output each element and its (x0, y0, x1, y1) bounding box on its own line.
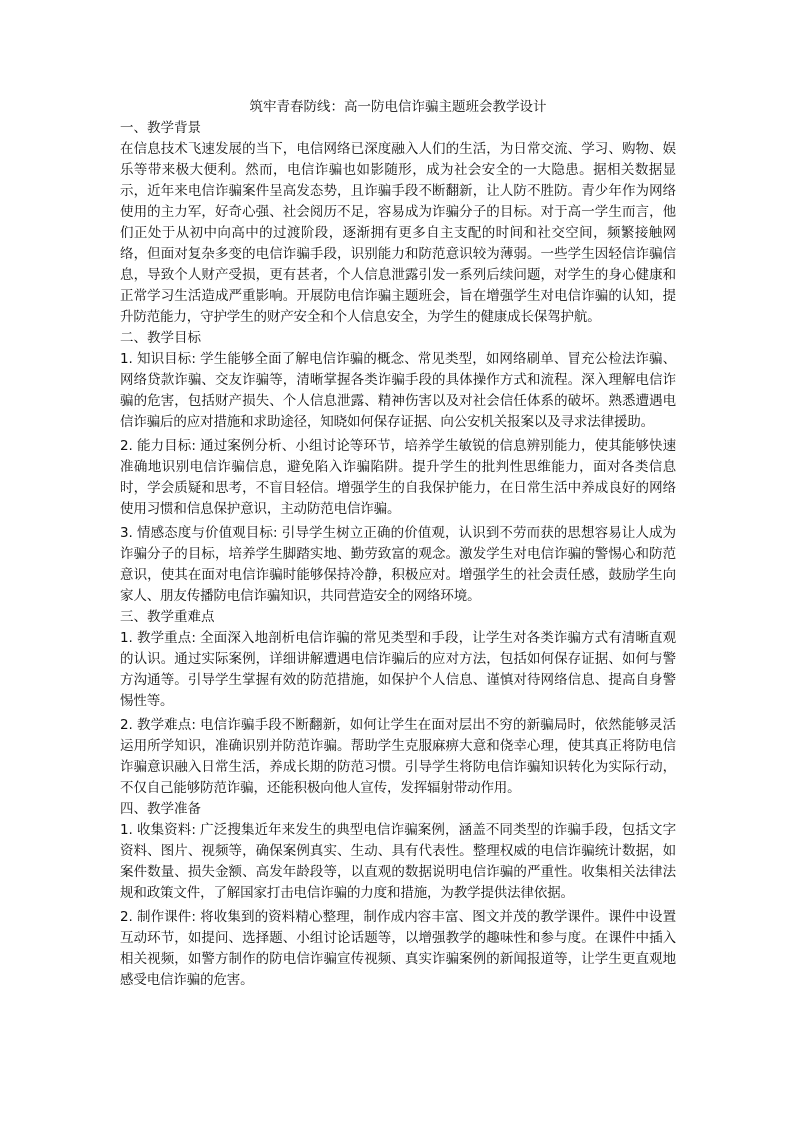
section-heading-key-points: 三、教学重难点 (120, 609, 215, 625)
goal-values-paragraph: 3. 情感态度与价值观目标: 引导学生树立正确的价值观，认识到不劳而获的思想容易让人成为诈骗分子的目标，培养学生脚踏实地、勤劳致富的观念。激发学生对电信诈骗的警惕心和防范意识，使其在面对电信诈骗时能够保持冷静，积极应对。增强学生的社会责任感，鼓励学生向家人、朋友传播防电信诈骗知识，共同营造安全的网络环境。 (120, 525, 676, 604)
section-heading-goals: 二、教学目标 (120, 330, 201, 346)
section-heading-preparation: 四、教学准备 (120, 801, 201, 817)
background-paragraph: 在信息技术飞速发展的当下，电信网络已深度融入人们的生活，为日常交流、学习、购物、娱乐等带来极大便利。然而，电信诈骗也如影随形，成为社会安全的一大隐患。据相关数据显示，近年来电信诈骗案件呈高发态势，且诈骗手段不断翻新，让人防不胜防。青少年作为网络使用的主力军，好奇心强、社会阅历不足，容易成为诈骗分子的目标。对于高一学生而言，他们正处于从初中向高中的过渡阶段，逐渐拥有更多自主支配的时间和社交空间，频繁接触网络，但面对复杂多变的电信诈骗手段，识别能力和防范意识较为薄弱。一些学生因轻信诈骗信息，导致个人财产受损，更有甚者，个人信息泄露引发一系列后续问题，对学生的身心健康和正常学习生活造成严重影响。开展防电信诈骗主题班会，旨在增强学生对电信诈骗的认知，提升防范能力，守护学生的财产安全和个人信息安全，为学生的健康成长保驾护航。 (120, 141, 676, 325)
key-point-paragraph: 1. 教学重点: 全面深入地剖析电信诈骗的常见类型和手段，让学生对各类诈骗方式有清晰直观的认识。通过实际案例，详细讲解遭遇电信诈骗后的应对方法，包括如何保存证据、如何与警方沟通等。引导学生掌握有效的防范措施，如保护个人信息、谨慎对待网络信息、提高自身警惕性等。 (120, 630, 676, 709)
goal-knowledge-paragraph: 1. 知识目标: 学生能够全面了解电信诈骗的概念、常见类型，如网络刷单、冒充公检法诈骗、网络贷款诈骗、交友诈骗等，清晰掌握各类诈骗手段的具体操作方式和流程。深入理解电信诈骗的危害，包括财产损失、个人信息泄露、精神伤害以及对社会信任体系的破坏。熟悉遭遇电信诈骗后的应对措施和求助途径，知晓如何保存证据、向公安机关报案以及寻求法律援助。 (120, 351, 676, 430)
document-body (120, 96, 676, 991)
document-title: 筑牢青春防线：高一防电信诈骗主题班会教学设计 (249, 99, 547, 115)
difficulty-paragraph: 2. 教学难点: 电信诈骗手段不断翻新，如何让学生在面对层出不穷的新骗局时，依然能够灵活运用所学知识，准确识别并防范诈骗。帮助学生克服麻痹大意和侥幸心理，使其真正将防电信诈骗意识融入日常生活，养成长期的防范习惯。引导学生将防电信诈骗知识转化为实际行动，不仅自己能够防范诈骗，还能积极向他人宣传，发挥辐射带动作用。 (120, 717, 676, 796)
goal-ability-paragraph: 2. 能力目标: 通过案例分析、小组讨论等环节，培养学生敏锐的信息辨别能力，使其能够快速准确地识别电信诈骗信息，避免陷入诈骗陷阱。提升学生的批判性思维能力，面对各类信息时，学会质疑和思考，不盲目轻信。增强学生的自我保护能力，在日常生活中养成良好的网络使用习惯和信息保护意识，主动防范电信诈骗。 (120, 438, 676, 517)
prep-courseware-paragraph: 2. 制作课件: 将收集到的资料精心整理，制作成内容丰富、图文并茂的教学课件。课件中设置互动环节，如提问、选择题、小组讨论话题等，以增强教学的趣味性和参与度。在课件中插入相关视频，如警方制作的防电信诈骗宣传视频、真实诈骗案例的新闻报道等，让学生更直观地感受电信诈骗的危害。 (120, 909, 676, 988)
prep-materials-paragraph: 1. 收集资料: 广泛搜集近年来发生的典型电信诈骗案例，涵盖不同类型的诈骗手段，包括文字资料、图片、视频等，确保案例真实、生动、具有代表性。整理权威的电信诈骗统计数据，如案件数量、损失金额、高发年龄段等，以直观的数据说明电信诈骗的严重性。收集相关法律法规和政策文件，了解国家打击电信诈骗的力度和措施，为教学提供法律依据。 (120, 822, 676, 901)
section-heading-background: 一、教学背景 (120, 120, 201, 136)
